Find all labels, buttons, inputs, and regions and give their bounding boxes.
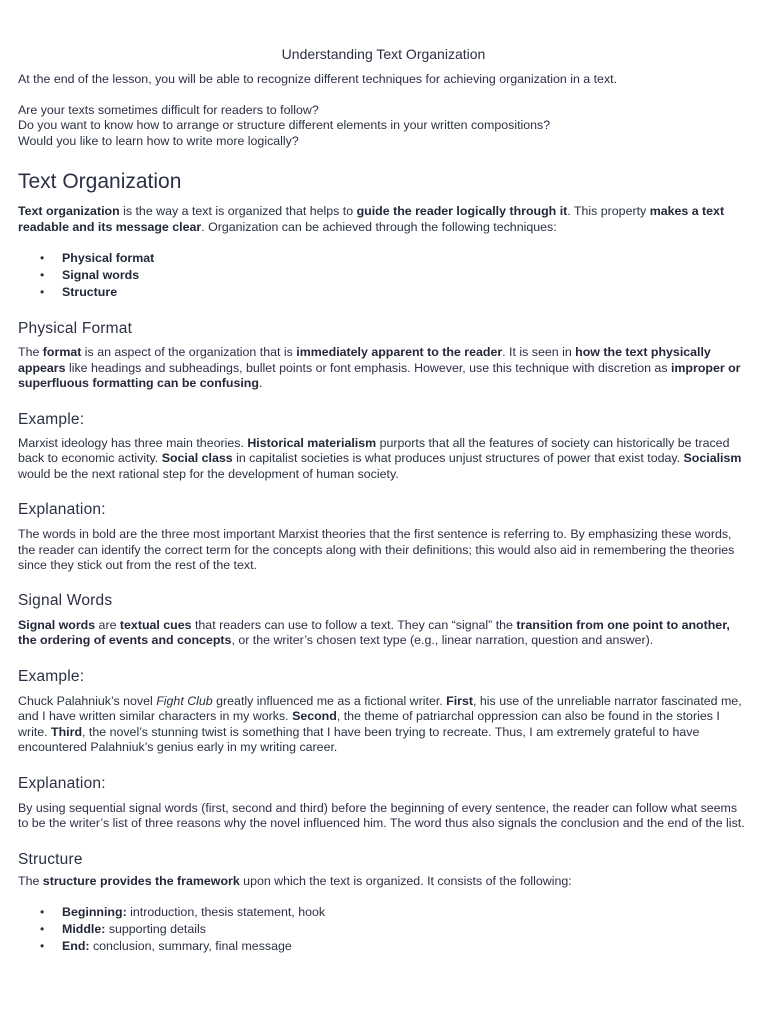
list-item-label: Structure bbox=[62, 285, 118, 299]
section-heading-text-organization: Text Organization bbox=[18, 170, 182, 193]
bold-term: structure provides the framework bbox=[42, 873, 240, 888]
bold-term: Second bbox=[292, 709, 337, 723]
question-line: Are your texts sometimes difficult for readers to follow? bbox=[18, 102, 319, 117]
explanation-paragraph: By using sequential signal words (first, second and third) before the beginning of every sentence, the reader can follow what seems to be the writer’s list of three reasons why the novel influenced him. The word thus also signals the conclusion and the end of the list. bbox=[18, 800, 745, 830]
structure-list bbox=[18, 904, 749, 955]
example-heading: Example: bbox=[18, 667, 85, 685]
text-organization-paragraph bbox=[18, 204, 749, 235]
text-run: The bbox=[18, 345, 43, 359]
list-item-text: conclusion, summary, final message bbox=[89, 939, 292, 953]
text-run: upon which the text is organized. It consists of the following: bbox=[239, 873, 572, 888]
text-run: , the theme of patriarchal oppression can also be found in the stories I write. bbox=[18, 709, 720, 739]
text-run: . Organization can be achieved through the following techniques: bbox=[201, 219, 557, 234]
list-item bbox=[62, 250, 749, 267]
text-run: purports that all the features of society can historically be traced back to economic activity. bbox=[18, 435, 730, 465]
text-run: The bbox=[18, 873, 43, 888]
text-run: . bbox=[258, 376, 263, 390]
bold-term: how the text physically appears bbox=[18, 345, 711, 375]
list-item-label: Middle: bbox=[62, 922, 106, 936]
list-item bbox=[62, 938, 749, 955]
text-run: would be the next rational step for the development of human society. bbox=[18, 466, 399, 481]
bold-term: immediately apparent to the reader bbox=[296, 345, 503, 359]
question-line: Do you want to know how to arrange or structure different elements in your written compositions? bbox=[18, 118, 551, 132]
text-run: , his use of the unreliable narrator fascinated me, and I have written similar characters in my works. bbox=[18, 693, 742, 723]
bold-term: First bbox=[446, 693, 474, 708]
techniques-list bbox=[18, 250, 749, 301]
structure-paragraph bbox=[18, 874, 749, 890]
list-item bbox=[62, 904, 749, 921]
explanation-heading: Explanation: bbox=[18, 501, 106, 518]
example-paragraph bbox=[18, 436, 749, 483]
text-run: greatly influenced me as a fictional writer. bbox=[212, 693, 447, 708]
list-item-label: Physical format bbox=[62, 251, 155, 265]
bold-term: guide the reader logically through it bbox=[356, 204, 568, 218]
list-item bbox=[62, 267, 749, 284]
guiding-questions bbox=[18, 103, 749, 150]
bold-term: improper or superfluous formatting can be confusing bbox=[18, 360, 741, 390]
document-title: Understanding Text Organization bbox=[281, 46, 486, 62]
text-run: are bbox=[95, 617, 120, 632]
text-run: Marxist ideology has three main theories. bbox=[18, 435, 248, 450]
text-run: , the novel’s stunning twist is something that I have been trying to recreate. Thus, I am extremely grateful to have encountered Palahniuk’s genius early in my writing career. bbox=[18, 724, 700, 754]
bold-term: format bbox=[42, 345, 82, 359]
bold-term: Signal words bbox=[18, 617, 96, 632]
list-item-label: Beginning: bbox=[62, 905, 127, 919]
text-run: is an aspect of the organization that is bbox=[81, 345, 297, 359]
bold-term: Text organization bbox=[18, 204, 120, 218]
section-heading-structure: Structure bbox=[18, 850, 83, 868]
question-line: Would you like to learn how to write more logically? bbox=[18, 133, 299, 148]
bold-term: Socialism bbox=[683, 451, 742, 465]
bold-term: Third bbox=[51, 724, 83, 739]
bold-term: transition from one point to another, the ordering of events and concepts bbox=[18, 617, 730, 647]
section-heading-signal-words: Signal Words bbox=[18, 591, 113, 609]
signal-words-paragraph bbox=[18, 618, 749, 649]
text-run: is the way a text is organized that helps to bbox=[119, 204, 357, 218]
italic-title: Fight Club bbox=[156, 693, 213, 708]
text-run: , or the writer’s chosen text type (e.g., linear narration, question and answer). bbox=[231, 633, 654, 647]
example-paragraph bbox=[18, 694, 749, 756]
list-item-text: introduction, thesis statement, hook bbox=[126, 905, 326, 919]
text-run: Chuck Palahniuk’s novel bbox=[18, 693, 157, 708]
text-run: like headings and subheadings, bullet points or font emphasis. However, use this technique with discretion as bbox=[65, 360, 671, 375]
list-item-text: supporting details bbox=[105, 922, 206, 936]
explanation-paragraph: The words in bold are the three most important Marxist theories that the first sentence is referring to. By emphasizing these words, the reader can identify the correct term for the concepts along with their definitions; this would also aid in remembering the theories since they stick out from the rest of the text. bbox=[18, 527, 735, 572]
physical-format-paragraph bbox=[18, 345, 749, 392]
list-item bbox=[62, 921, 749, 938]
section-heading-physical-format: Physical Format bbox=[18, 320, 133, 337]
list-item bbox=[62, 284, 749, 301]
list-item-label: End: bbox=[62, 939, 90, 953]
text-run: . This property bbox=[567, 204, 650, 218]
text-run: . It is seen in bbox=[502, 345, 576, 359]
example-heading: Example: bbox=[18, 410, 85, 428]
list-item-label: Signal words bbox=[62, 268, 140, 282]
text-run: that readers can use to follow a text. They can “signal” the bbox=[191, 617, 517, 632]
bold-term: Social class bbox=[161, 451, 233, 465]
bold-term: makes a text readable and its message clear bbox=[18, 204, 725, 234]
bold-term: textual cues bbox=[119, 617, 192, 632]
explanation-heading: Explanation: bbox=[18, 774, 106, 792]
text-run: in capitalist societies is what produces unjust structures of power that exist today. bbox=[232, 451, 684, 465]
bold-term: Historical materialism bbox=[247, 435, 377, 450]
intro-paragraph: At the end of the lesson, you will be able to recognize different techniques for achieving organization in a text. bbox=[18, 72, 618, 86]
